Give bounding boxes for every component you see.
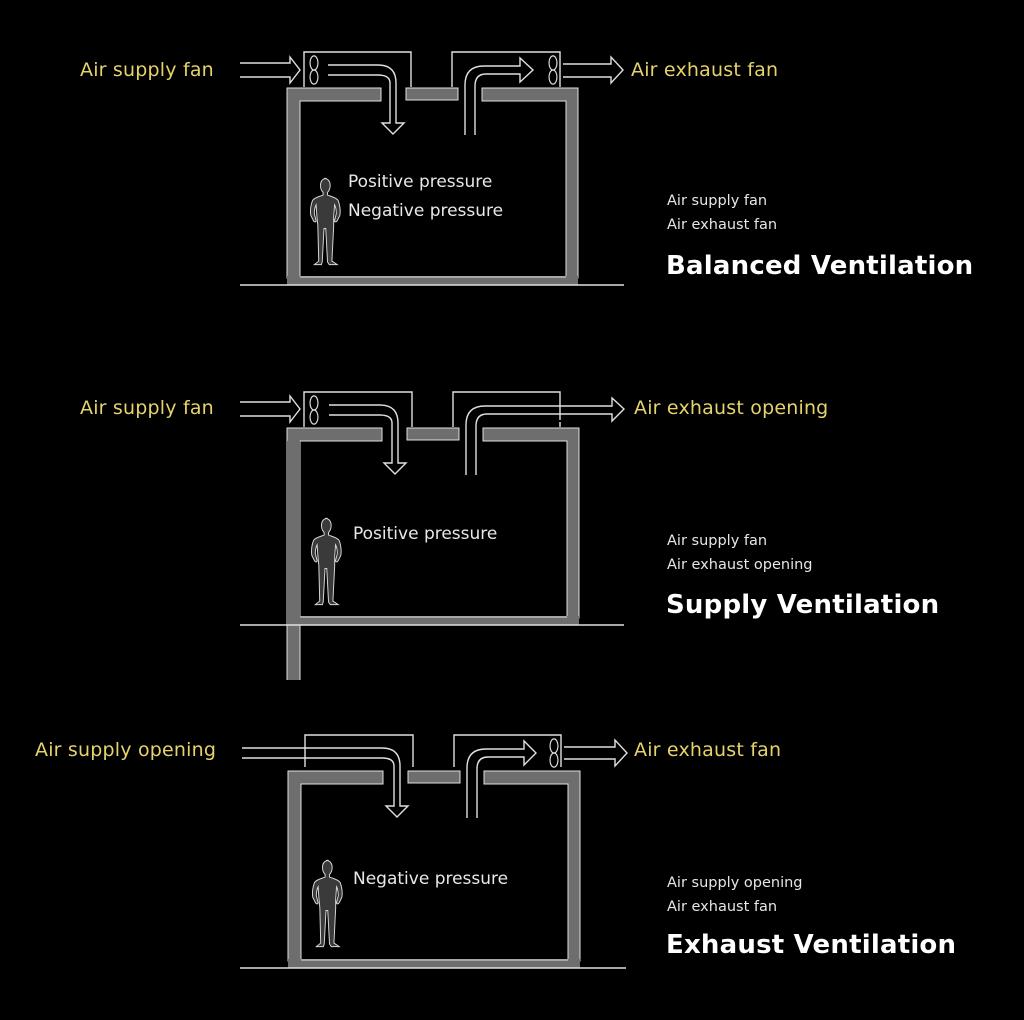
- legend-line-outlet: Air exhaust fan: [667, 217, 778, 233]
- room-label-negative: Negative pressure: [353, 869, 509, 889]
- legend-line-outlet: Air exhaust opening: [667, 557, 813, 573]
- exhaust-ventilation-diagram: [0, 680, 1024, 1020]
- outlet-label: Air exhaust fan: [631, 59, 779, 81]
- inlet-label: Air supply fan: [80, 59, 214, 81]
- room-label-positive: Positive pressure: [353, 524, 498, 544]
- panel-title: Exhaust Ventilation: [666, 930, 957, 960]
- legend-line-outlet: Air exhaust fan: [667, 899, 778, 915]
- panel-title: Supply Ventilation: [666, 590, 940, 620]
- panel-balanced-ventilation: [0, 0, 1024, 340]
- person-silhouette-icon: [310, 178, 340, 264]
- inlet-label: Air supply opening: [35, 739, 217, 761]
- room-label-negative: Negative pressure: [348, 201, 504, 221]
- legend-line-inlet: Air supply fan: [667, 533, 768, 549]
- inlet-label: Air supply fan: [80, 397, 214, 419]
- exhaust-fan-icon: [550, 739, 558, 767]
- supply-fan-icon: [310, 396, 318, 424]
- exhaust-fan-icon: [549, 56, 557, 84]
- balanced-ventilation-diagram: [0, 0, 1024, 340]
- panel-title: Balanced Ventilation: [666, 251, 974, 281]
- legend-line-inlet: Air supply opening: [667, 875, 803, 891]
- room-label-positive: Positive pressure: [348, 172, 493, 192]
- panel-supply-ventilation: [0, 340, 1024, 680]
- person-silhouette-icon: [312, 860, 342, 946]
- outlet-label: Air exhaust fan: [634, 739, 782, 761]
- panel-exhaust-ventilation: [0, 680, 1024, 1020]
- supply-fan-icon: [310, 56, 318, 84]
- supply-ventilation-diagram: [0, 340, 1024, 680]
- legend-line-inlet: Air supply fan: [667, 193, 768, 209]
- outlet-label: Air exhaust opening: [634, 397, 829, 419]
- person-silhouette-icon: [311, 518, 341, 604]
- inlet-arrow-icon: [240, 57, 300, 83]
